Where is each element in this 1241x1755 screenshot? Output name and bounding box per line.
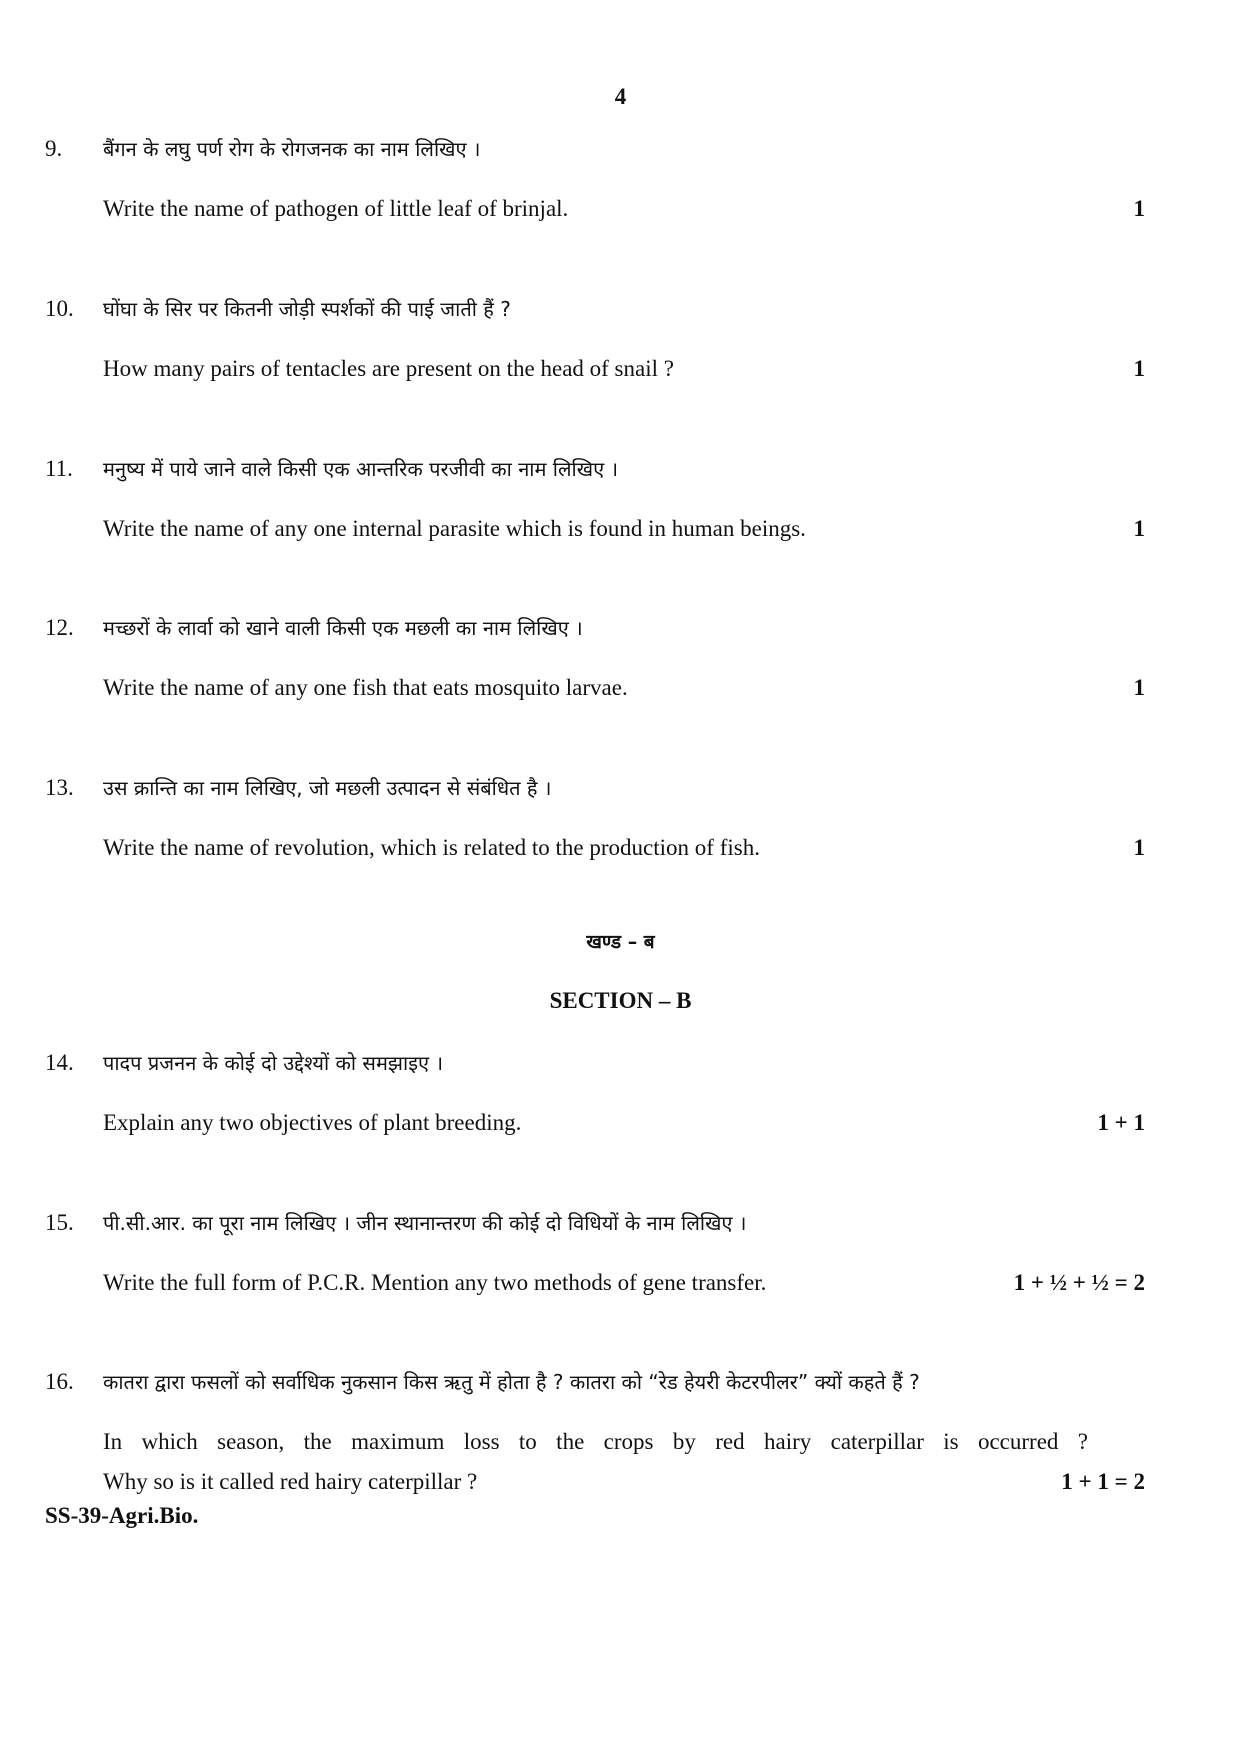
question-text-hindi: कातरा द्वारा फसलों को सर्वाधिक नुकसान किस ऋतु में होता है ? कातरा को “रेड हेयरी केटरपीलर” क्यों कहते हैं ? xyxy=(103,1370,920,1394)
question-number: 14. xyxy=(45,1050,74,1075)
question-text-english: Write the full form of P.C.R. Mention any two methods of gene transfer. xyxy=(103,1270,767,1295)
question-marks: 1 xyxy=(1133,516,1145,541)
question-text-english: In which season, the maximum loss to the crops by red hairy caterpillar is occurred ? xyxy=(103,1429,1088,1454)
question-text-hindi: घोंघा के सिर पर कितनी जोड़ी स्पर्शकों की पाई जाती हैं ? xyxy=(103,297,511,321)
question-number: 9. xyxy=(45,136,63,161)
question-text-hindi: उस क्रान्ति का नाम लिखिए, जो मछली उत्पादन से संबंधित है । xyxy=(103,776,552,800)
section-heading-hindi: खण्ड – ब xyxy=(586,931,655,953)
question-text-hindi: पी.सी.आर. का पूरा नाम लिखिए । जीन स्थानान्तरण की कोई दो विधियों के नाम लिखिए । xyxy=(103,1211,747,1235)
question-text-english: Explain any two objectives of plant breeding. xyxy=(103,1110,522,1135)
question-marks: 1 + 1 = 2 xyxy=(1061,1469,1145,1494)
question-text-hindi: मनुष्य में पाये जाने वाले किसी एक आन्तरिक परजीवी का नाम लिखिए । xyxy=(103,457,619,481)
question-text-english: Write the name of any one fish that eats mosquito larvae. xyxy=(103,675,628,700)
question-number: 12. xyxy=(45,615,74,640)
question-text-hindi: पादप प्रजनन के कोई दो उद्देश्यों को समझाइए । xyxy=(103,1051,444,1075)
question-marks: 1 + ½ + ½ = 2 xyxy=(1013,1270,1145,1295)
question-marks: 1 xyxy=(1133,356,1145,381)
question-marks: 1 xyxy=(1133,196,1145,221)
question-number: 16. xyxy=(45,1369,74,1394)
question-text-english: Write the name of revolution, which is related to the production of fish. xyxy=(103,835,760,860)
question-number: 15. xyxy=(45,1210,74,1235)
section-heading-english: SECTION – B xyxy=(549,988,692,1013)
question-marks: 1 xyxy=(1133,835,1145,860)
question-text-english: How many pairs of tentacles are present on the head of snail ? xyxy=(103,356,674,381)
question-text-english: Write the name of any one internal parasite which is found in human beings. xyxy=(103,516,806,541)
question-text-english: Write the name of pathogen of little leaf of brinjal. xyxy=(103,196,569,221)
question-number: 11. xyxy=(45,456,73,481)
question-number: 13. xyxy=(45,775,74,800)
question-marks: 1 xyxy=(1133,675,1145,700)
paper-code: SS-39-Agri.Bio. xyxy=(45,1503,199,1528)
question-text-hindi: बैंगन के लघु पर्ण रोग के रोगजनक का नाम लिखिए । xyxy=(103,137,481,161)
page-number: 4 xyxy=(614,84,627,109)
question-text-english-line2: Why so is it called red hairy caterpillar ? xyxy=(103,1469,478,1494)
question-marks: 1 + 1 xyxy=(1097,1110,1145,1135)
question-text-hindi: मच्छरों के लार्वा को खाने वाली किसी एक मछली का नाम लिखिए । xyxy=(103,616,583,640)
question-number: 10. xyxy=(45,296,74,321)
